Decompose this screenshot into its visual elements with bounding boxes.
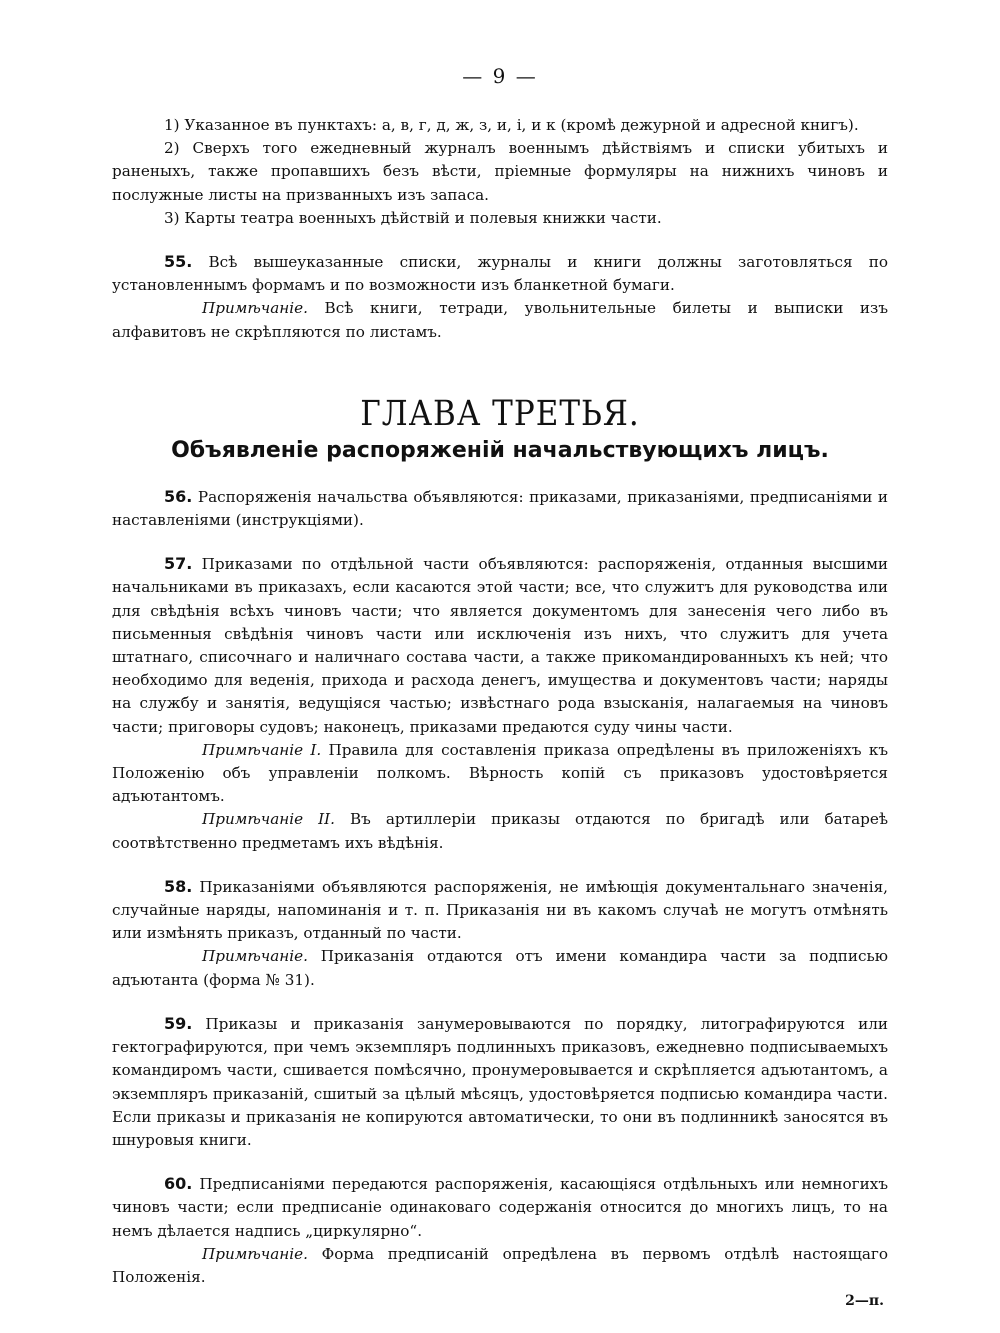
section-55-note bbox=[112, 297, 888, 343]
section-60-note bbox=[112, 1243, 888, 1289]
section-text: Предписаніями передаются распоряженія, касающіяся отдѣльныхъ или немногихъ чиновъ части; если предписаніе одинаковаго содержанія относится до многихъ лицъ, то на немъ дѣлается надпись „циркулярно“. bbox=[112, 1175, 888, 1240]
section-number: 58. bbox=[164, 876, 193, 896]
note-label: Примѣчаніе II. bbox=[202, 810, 335, 829]
section-57-note-1 bbox=[112, 739, 888, 809]
note-text: Въ артиллеріи приказы отдаются по бригадѣ или батареѣ соотвѣтственно предметамъ ихъ вѣдѣнія. bbox=[112, 810, 888, 852]
spacer bbox=[112, 532, 888, 552]
section-57 bbox=[112, 552, 888, 739]
spacer bbox=[112, 855, 888, 875]
section-58 bbox=[112, 875, 888, 946]
item-3: 3) Карты театра военныхъ дѣйствій и полевыя книжки части. bbox=[164, 208, 662, 227]
spacer bbox=[112, 992, 888, 1012]
note-label: Примѣчаніе. bbox=[202, 299, 308, 318]
section-58-note bbox=[112, 945, 888, 991]
note-label: Примѣчаніе. bbox=[202, 947, 308, 966]
section-number: 60. bbox=[164, 1174, 193, 1194]
section-text: Распоряженія начальства объявляются: приказами, приказаніями, предписаніями и наставленіями (инструкціями). bbox=[112, 487, 888, 530]
item-2: 2) Сверхъ того ежедневный журналъ военнымъ дѣйствіямъ и списки убитыхъ и раненыхъ, также пропавшихъ безъ вѣсти, пріемные формуляры на нижнихъ чиновъ и послужные листы на призванныхъ изъ запаса. bbox=[112, 139, 888, 204]
spacer bbox=[112, 230, 888, 250]
section-text: Приказаніями объявляются распоряженія, не имѣющія документальнаго значенія, случайные наряды, напоминанія и т. п. Приказанія ни въ какомъ случаѣ не могутъ отмѣнять или измѣнять приказъ, отданный по части. bbox=[112, 877, 888, 943]
note-label: Примѣчаніе. bbox=[202, 1244, 308, 1263]
note-text: Форма предписаній опредѣлена въ первомъ отдѣлѣ настоящаго Положенія. bbox=[112, 1244, 888, 1286]
note-text: Всѣ книги, тетради, увольнительные билеты и выписки изъ алфавитовъ не скрѣпляются по листамъ. bbox=[112, 299, 888, 341]
note-label: Примѣчаніе I. bbox=[202, 740, 322, 759]
section-text: Всѣ вышеуказанные списки, журналы и книги должны заготовляться по установленнымъ формамъ и по возможности изъ бланкетной бумаги. bbox=[112, 253, 888, 295]
note-text: Приказанія отдаются отъ имени командира части за подписью адъютанта (форма № 31). bbox=[112, 947, 888, 989]
page-number: — 9 — bbox=[462, 64, 538, 88]
section-56 bbox=[112, 485, 888, 532]
note-text: Правила для составленія приказа опредѣлены въ приложеніяхъ къ Положенію объ управленіи полкомъ. Вѣрность копій съ приказовъ удостовѣряется адъютантомъ. bbox=[112, 740, 888, 806]
section-text: Приказами по отдѣльной части объявляются: распоряженія, отданныя высшими начальниками въ приказахъ, если касаются этой части; все, что служитъ для руководства или для свѣдѣнія всѣхъ чиновъ части; что является документомъ для занесенія чего либо въ письменныя свѣдѣнія чиновъ части или исключенія изъ нихъ, что служитъ для учета штатнаго, списочнаго и наличнаго состава части, а также прикомандированныхъ къ ней; что необходимо для веденія, прихода и расхода денегъ, имущества и документовъ части; наряды на службу и занятія, ведущіяся частью; извѣстнаго рода взысканія, налагаемыя на чиновъ части; приговоры судовъ; наконецъ, приказами предаются суду чины части. bbox=[112, 555, 888, 736]
section-number: 59. bbox=[164, 1013, 193, 1033]
signature-mark: 2—п. bbox=[845, 1293, 884, 1310]
chapter-title: ГЛАВА ТРЕТЬЯ. bbox=[360, 393, 640, 434]
section-59 bbox=[112, 1012, 888, 1152]
section-number: 55. bbox=[164, 252, 193, 272]
spacer bbox=[112, 1152, 888, 1172]
section-text: Приказы и приказанія занумеровываются по порядку, литографируются или гектографируются, при чемъ экземпляръ подлинныхъ приказовъ, ежедневно подписываемыхъ командиромъ части, сшивается помѣсячно, пронумеровывается и скрѣпляется адъютантомъ, а экземпляръ приказаній, сшитый за цѣлый мѣсяцъ, удостовѣряется подписью командира части. Если приказы и приказанія не копируются автоматически, то они въ подлинникѣ заносятся въ шнуровыя книги. bbox=[112, 1014, 888, 1149]
chapter-subtitle: Объявленіе распоряженій начальствующихъ лицъ. bbox=[171, 437, 829, 463]
section-60 bbox=[112, 1172, 888, 1243]
section-number: 56. bbox=[164, 486, 193, 506]
item-1: 1) Указанное въ пунктахъ: а, в, г, д, ж, з, и, і, и к (кромѣ дежурной и адресной книгъ). bbox=[164, 116, 859, 134]
section-57-note-2 bbox=[112, 808, 888, 854]
section-number: 57. bbox=[164, 554, 193, 574]
section-55 bbox=[112, 250, 888, 297]
